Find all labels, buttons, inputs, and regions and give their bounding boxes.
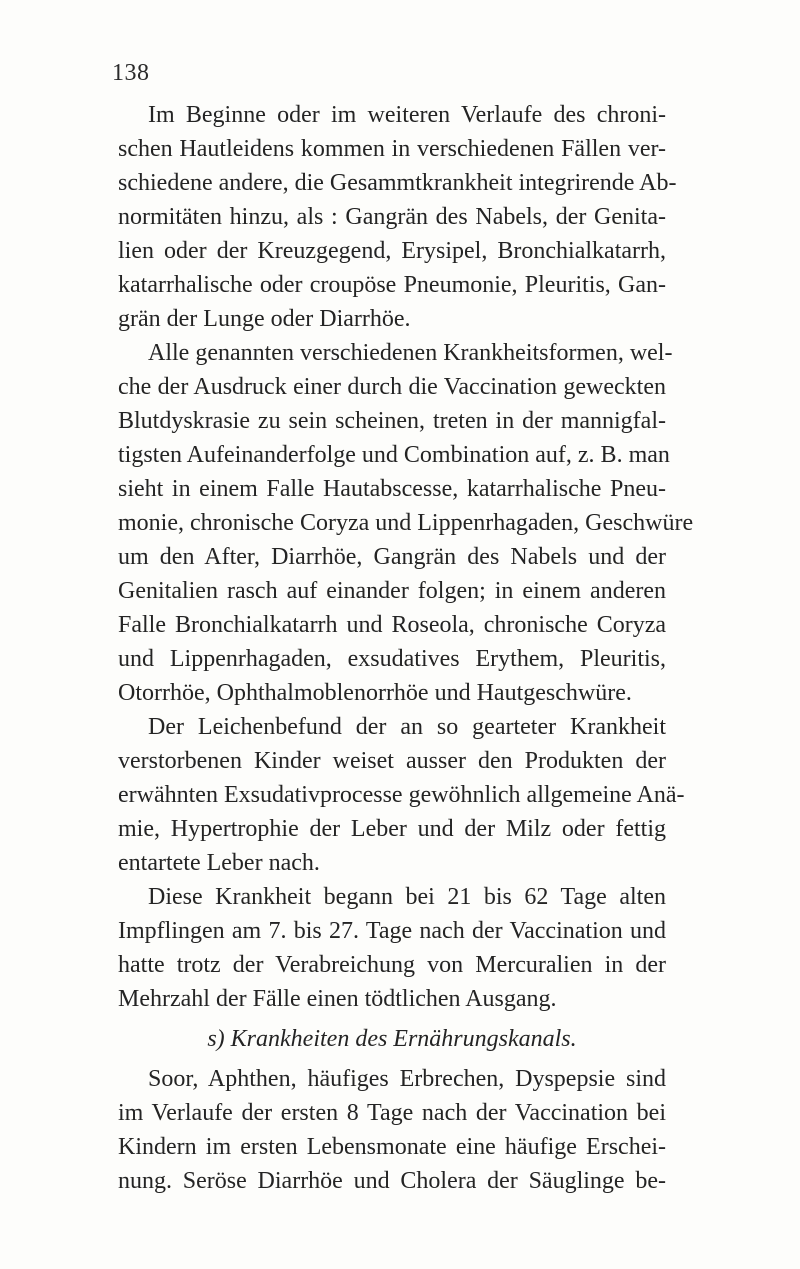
text-line: normitäten hinzu, als : Gangrän des Nabels, der Genita- [118,204,666,230]
text-line: mie, Hypertrophie der Leber und der Milz oder fettig [118,816,666,842]
paragraph-autopsy [118,710,685,880]
text-line: schen Hautleidens kommen in verschiedenen Fällen ver- [118,136,666,162]
text-line: tigsten Aufeinanderfolge und Combination auf, z. B. man [118,442,670,468]
text-line: hatte trotz der Verabreichung von Mercuralien in der [118,952,666,978]
text-line: im Verlaufe der ersten 8 Tage nach der Vaccination bei [118,1100,666,1126]
text-line: monie, chronische Coryza und Lippenrhagaden, Geschwüre [118,510,694,536]
text-line: Otorrhöe, Ophthalmoblenorrhöe und Hautgeschwüre. [118,680,632,706]
text-line: grän der Lunge oder Diarrhöe. [118,306,411,332]
text-line: Genitalien rasch auf einander folgen; in einem anderen [118,578,666,604]
text-line: che der Ausdruck einer durch die Vaccination geweckten [118,374,666,400]
text-line: erwähnten Exsudativprocesse gewöhnlich allgemeine Anä- [118,782,685,808]
page-number: 138 [112,60,150,86]
text-line: Diese Krankheit begann bei 21 bis 62 Tage alten [148,884,666,910]
body-text [118,98,694,1198]
text-line: sieht in einem Falle Hautabscesse, katarrhalische Pneu- [118,476,666,502]
text-line: Kindern im ersten Lebensmonate eine häufige Erschei- [118,1134,666,1160]
text-line: Mehrzahl der Fälle einen tödtlichen Ausgang. [118,986,557,1012]
text-line: Im Beginne oder im weiteren Verlaufe des chroni- [148,102,666,128]
text-line: schiedene andere, die Gesammtkrankheit integrirende Ab- [118,170,677,196]
text-line: entartete Leber nach. [118,850,320,876]
text-line: Der Leichenbefund der an so gearteter Krankheit [148,714,666,740]
text-line: lien oder der Kreuzgegend, Erysipel, Bronchialkatarrh, [118,238,666,264]
paragraph-complications [118,98,677,336]
text-line: Falle Bronchialkatarrh und Roseola, chronische Coryza [118,612,666,638]
text-line: Impflingen am 7. bis 27. Tage nach der Vaccination und [118,918,666,944]
paragraph-course [118,880,666,1016]
paragraph-digestive [118,1062,666,1198]
text-line: und Lippenrhagaden, exsudatives Erythem, Pleuritis, [118,646,666,672]
text-line: Soor, Aphthen, häufiges Erbrechen, Dyspepsie sind [148,1066,666,1092]
text-line: nung. Seröse Diarrhöe und Cholera der Säuglinge be- [118,1168,666,1194]
section-heading: s) Krankheiten des Ernährungskanals. [207,1026,577,1052]
text-line: Blutdyskrasie zu sein scheinen, treten in der mannigfal- [118,408,666,434]
text-line: katarrhalische oder croupöse Pneumonie, Pleuritis, Gan- [118,272,666,298]
text-line: Alle genannten verschiedenen Krankheitsformen, wel- [148,340,673,366]
text-line: verstorbenen Kinder weiset ausser den Produkten der [118,748,666,774]
paragraph-disease-forms [118,336,694,710]
text-line: um den After, Diarrhöe, Gangrän des Nabels und der [118,544,666,570]
